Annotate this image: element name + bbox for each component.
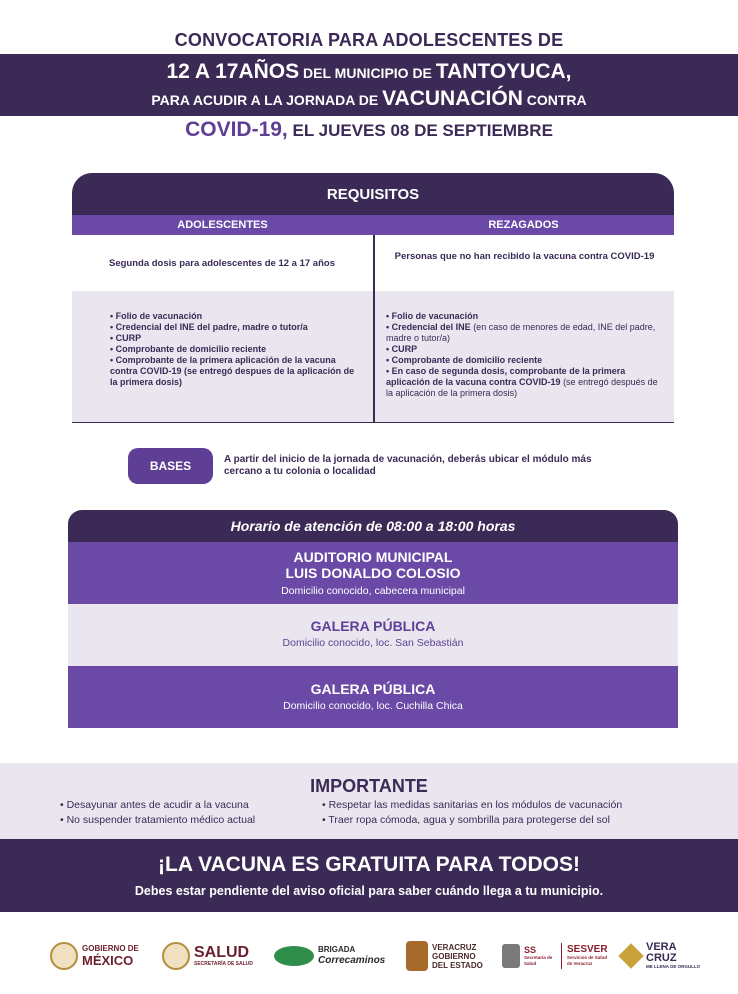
logo-salud [162, 938, 253, 974]
logo-text: VERACRUZ [432, 942, 477, 952]
importante-list-right [322, 798, 622, 828]
importante-item: • Respetar las medidas sanitarias en los módulos de vacunación [322, 799, 623, 811]
bases-text: A partir del inicio de la jornada de vacunación, deberás ubicar el módulo más cercano a tu colonia o localidad [224, 454, 592, 477]
requirement-item-bold: • Comprobante de domicilio reciente [386, 355, 543, 365]
header-contra: CONTRA [522, 92, 587, 108]
location-name-2: LUIS DONALDO COLOSIO [285, 565, 461, 581]
location-name: AUDITORIO MUNICIPAL [293, 549, 453, 565]
horario-title: Horario de atención de 08:00 a 18:00 horas [68, 510, 678, 542]
logo-ss-sesver [502, 938, 611, 974]
logo-gobierno-de-mexico [50, 938, 139, 974]
footer-band [0, 839, 738, 912]
header-line-4 [0, 118, 738, 142]
header-municipality: TANTOYUCA, [435, 60, 572, 83]
logo-text: MÉXICO [82, 953, 134, 968]
logo-veracruz-me-llena [622, 938, 700, 974]
requisitos-column-headers [72, 215, 674, 235]
adolescentes-description: Segunda dosis para adolescentes de 12 a 17 años [109, 258, 335, 269]
requirement-item-note: (se entregó después de la aplicación de la primera dosis) [386, 377, 658, 398]
location-galera-cuchilla-chica [68, 666, 678, 728]
salud-seal-icon [162, 942, 190, 970]
requirement-item [386, 355, 664, 366]
requirement-item [386, 344, 664, 355]
requirement-item-bold: • Credencial del INE [386, 322, 471, 332]
veracruz-shield-icon [406, 941, 428, 971]
logo-text: GOBIERNO DE [82, 944, 139, 953]
importante-item: • Desayunar antes de acudir a la vacuna [60, 799, 249, 811]
logo-text: GOBIERNO [432, 951, 476, 961]
veracruz-star-icon [618, 943, 643, 968]
logo-text: Secretaría de Salud [524, 955, 553, 966]
header-line-2 [0, 60, 738, 84]
requirement-item: • Folio de vacunación [110, 311, 203, 321]
correcaminos-icon [274, 946, 314, 966]
header-covid: COVID-19, [185, 118, 288, 141]
logo-divider [561, 943, 562, 969]
header-date: EL JUEVES 08 DE SEPTIEMBRE [287, 121, 553, 140]
location-address: Domicilio conocido, loc. San Sebastián [282, 637, 464, 649]
importante-title: IMPORTANTE [310, 776, 428, 796]
bases-label: BASES [128, 448, 213, 484]
location-auditorio [68, 542, 678, 604]
col-adolescentes: ADOLESCENTES [177, 219, 268, 231]
importante-item: • Traer ropa cómoda, agua y sombrilla para protegerse del sol [322, 814, 610, 826]
requirement-item: • CURP [110, 333, 142, 343]
location-address: Domicilio conocido, loc. Cuchilla Chica [283, 700, 463, 712]
footer-title: ¡LA VACUNA ES GRATUITA PARA TODOS! [158, 853, 580, 876]
logo-text: SALUD [194, 943, 250, 961]
requirement-item: • Comprobante de domicilio reciente [110, 344, 267, 354]
footer-subtitle: Debes estar pendiente del aviso oficial para saber cuándo llega a tu municipio. [134, 884, 604, 898]
importante-item: • No suspender tratamiento médico actual [60, 814, 256, 826]
logo-text: SS [524, 945, 537, 955]
logo-text: SESVER [567, 944, 608, 955]
rezagados-description: Personas que no han recibido la vacuna contra COVID-19 [394, 251, 655, 262]
header-line-top: CONVOCATORIA PARA ADOLESCENTES DE [174, 30, 564, 50]
logo-text: VERA [646, 941, 677, 953]
logo-text: BRIGADA [318, 945, 356, 954]
requirement-item [386, 366, 664, 399]
requisitos-title: REQUISITOS [72, 173, 674, 215]
requirement-item: • Credencial del INE del padre, madre o tutor/a [110, 322, 308, 332]
location-address: Domicilio conocido, cabecera municipal [281, 585, 465, 597]
logo-text: Servicios de Salud de Veracruz [567, 955, 608, 966]
header-jornada-prefix: PARA ACUDIR A LA JORNADA DE [151, 92, 383, 108]
logo-text: DEL ESTADO [432, 960, 483, 970]
mexico-seal-icon [50, 942, 78, 970]
logo-veracruz-gobierno [406, 938, 483, 974]
header-age-range: 12 A 17AÑOS [166, 60, 300, 83]
requirement-item-bold: • CURP [386, 344, 418, 354]
location-galera-san-sebastian [68, 604, 678, 666]
adolescentes-requirements-list [110, 311, 360, 388]
rezagados-requirements-list [386, 311, 664, 399]
location-name: GALERA PÚBLICA [310, 681, 436, 697]
logo-text: Correcaminos [318, 955, 386, 966]
requirement-item-note: (en caso de menores de edad, INE del padre, madre o tutor/a) [386, 322, 656, 343]
requisitos-divider [373, 235, 375, 423]
requirement-item-bold: • Folio de vacunación [386, 311, 479, 321]
importante-list-left [60, 798, 255, 828]
header-municipality-prefix: DEL MUNICIPIO DE [299, 65, 436, 81]
ss-building-icon [502, 944, 520, 968]
header-vacunacion: VACUNACIÓN [382, 87, 523, 110]
header-band [0, 54, 738, 116]
logo-brigada-correcaminos [274, 938, 385, 974]
logo-text: CRUZ [646, 952, 677, 964]
header-line-3 [0, 87, 738, 111]
col-rezagados: REZAGADOS [488, 219, 559, 231]
logo-text: ME LLENA DE ORGULLO [646, 964, 701, 969]
requirement-item-bold: • En caso de segunda dosis, comprobante de la primera aplicación de la vacuna contra COVID-19 [386, 366, 626, 387]
requirement-item [386, 311, 664, 322]
requirement-item [386, 322, 664, 344]
requirement-item: • Comprobante de la primera aplicación de la vacuna contra COVID-19 (se entregó despues de la aplicación de la primera dosis) [110, 355, 355, 387]
location-name: GALERA PÚBLICA [310, 618, 436, 634]
logo-text: SECRETARÍA DE SALUD [194, 960, 253, 967]
